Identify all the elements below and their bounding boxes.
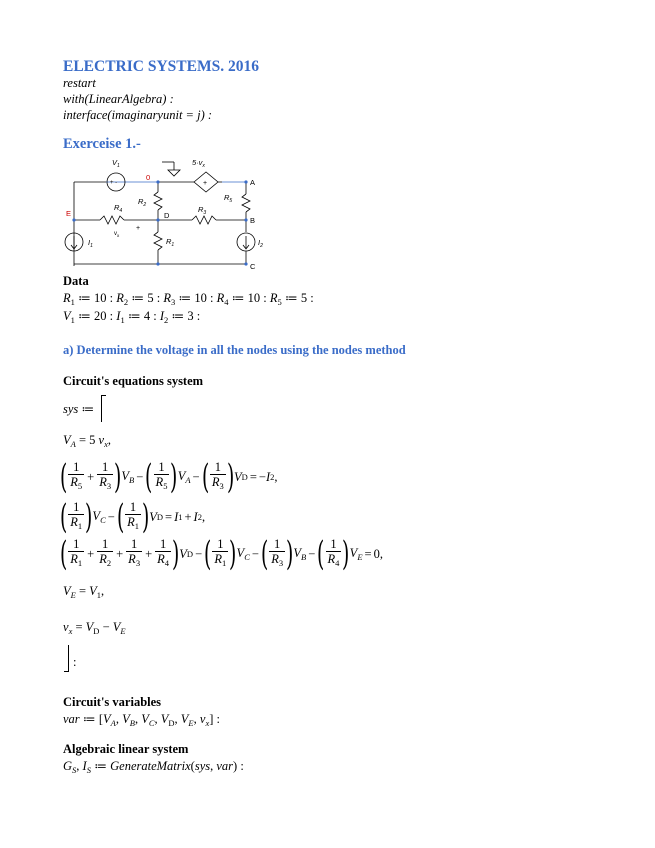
- svg-text:B: B: [250, 216, 256, 225]
- svg-text:+: +: [203, 180, 208, 187]
- equation-node-c: ( $\frac{1}{R_1}$ ) $V_C$ − ( $\frac{1}{R_1}$ ) V D = I 1 + I 2 ,: [59, 497, 206, 537]
- variables-heading: Circuit's variables: [63, 695, 162, 709]
- svg-text:vx: $v_x$: [114, 231, 120, 238]
- sys-terminator: :: [73, 655, 77, 669]
- svg-text:0: 0: [146, 173, 151, 182]
- svg-text:5·vx: $5\cdot v_x$: [192, 158, 205, 169]
- sys-label[interactable]: sys ≔: [63, 402, 95, 416]
- svg-text:R1: $R_1$: [166, 237, 175, 248]
- svg-text:I1: $I_1$: [88, 238, 93, 249]
- algebraic-heading: Algebraic linear system: [63, 742, 189, 756]
- circuit-diagram: [62, 152, 274, 270]
- open-bracket: [101, 395, 106, 422]
- svg-text:A: A: [250, 178, 256, 187]
- equation-node-d: ( $\frac{1}{R_1}$ + $\frac{1}{R_2}$ + $\frac{1}{R_3}$ + $\frac{1}{R_4}$ ) V D − ( $\frac{1}{R_1}$ ) $V_C$ − ( $\frac{1}{R_3}$ ) $V_B$ − ( $\frac{1}{R_4}$ ) $V_E$ = 0,: [59, 534, 383, 574]
- interface-command[interactable]: interface(imaginaryunit = j) :: [63, 108, 213, 122]
- equation-ve: $V_E = V_1$,: [63, 584, 105, 600]
- equation-vx: $v_x = V_D - V_E$: [63, 620, 126, 636]
- svg-text:E: E: [66, 209, 72, 218]
- svg-text:D: D: [164, 211, 170, 220]
- equations-heading: Circuit's equations system: [63, 374, 204, 388]
- restart-command[interactable]: restart: [63, 76, 96, 90]
- equation-node-b: ( $\frac{1}{R_5}$ + $\frac{1}{R_3}$ ) $V_B$ − ( $\frac{1}{R_5}$ ) $V_A$ − ( $\frac{1}{R_3}$ ) V D = − I 2 ,: [59, 457, 278, 497]
- data-resistors-line[interactable]: $R_1$ ≔ 10 : $R_2$ ≔ 5 : $R_3$ ≔ 10 : $R_4$ ≔ 10 : $R_5$ ≔ 5 :: [63, 291, 314, 307]
- svg-text:+ -: + -: [110, 180, 118, 186]
- question-a-title: a) Determine the voltage in all the nodes using the nodes method: [63, 343, 406, 357]
- svg-text:R2: $R_2$: [138, 197, 147, 208]
- data-heading: Data: [63, 274, 89, 288]
- svg-text:R5: $R_5$: [224, 193, 233, 204]
- with-linearalgebra-command[interactable]: with(LinearAlgebra) :: [63, 92, 174, 106]
- svg-text:R4: $R_4$: [114, 203, 123, 214]
- svg-text:V1: $V_1$: [112, 158, 120, 169]
- svg-text:C: C: [250, 262, 256, 270]
- svg-text:+: +: [136, 225, 141, 232]
- data-sources-line[interactable]: $V_1$ ≔ 20 : $I_1$ ≔ 4 : $I_2$ ≔ 3 :: [63, 309, 201, 325]
- svg-text:I2: $I_2$: [258, 238, 263, 249]
- generate-matrix-command[interactable]: $G_S$, $I_S$ ≔ GenerateMatrix(sys, var) :: [63, 759, 244, 775]
- close-bracket: [64, 645, 69, 672]
- document-title: ELECTRIC SYSTEMS. 2016: [63, 58, 259, 75]
- svg-text:R3: $R_3$: [198, 205, 207, 216]
- equation-va: $V_A = 5$ $v_x$,: [63, 433, 111, 449]
- exercise-title: Exerceise 1.-: [63, 136, 141, 152]
- var-definition[interactable]: var ≔ [$V_A$, $V_B$, $V_C$, $V_D$, $V_E$, $v_x$] :: [63, 712, 220, 728]
